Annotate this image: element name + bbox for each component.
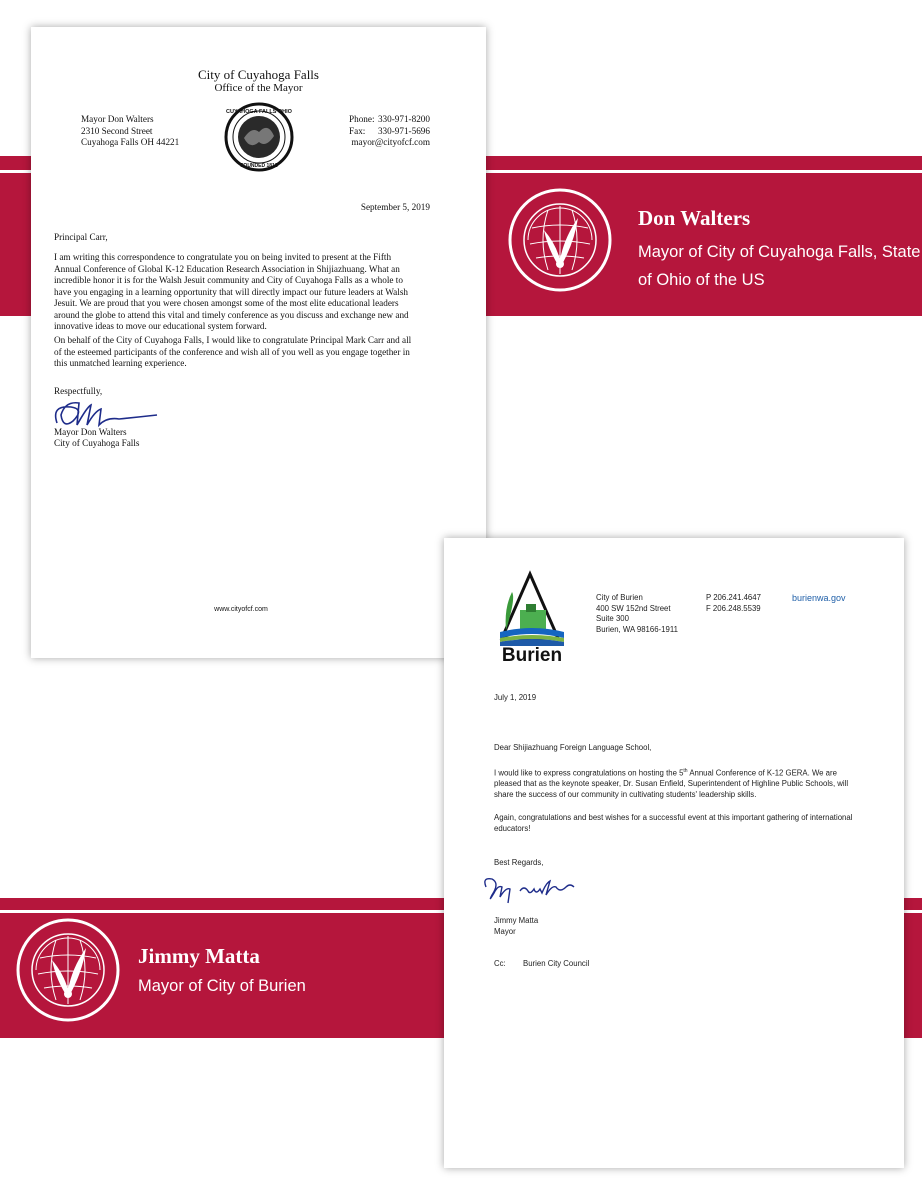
body-paragraph: I am writing this correspondence to congratulate you on being invited to present at the Fifth Annual Conference of Global K-12 Education Research Association in Shijiazhuang. What an incredible honor it is for the Walsh Jesuit community and City of Cuyahoga Falls as a whole to have you engaging in a learning opportunity that will directly impact our future leaders at Walsh Jesuit. We are proud that you were chosen amongst some of the most elite educational leaders around the globe to attend this vital and timely conference as you discuss and exchange new and innovative ideas to move our educational system forward.	[54, 252, 409, 331]
banner-name: Don Walters	[638, 206, 751, 230]
cc-label: Cc:	[494, 959, 506, 968]
gera-association-emblem-icon	[508, 188, 612, 292]
signatory-title: Mayor	[494, 927, 516, 936]
salutation: Dear Shijiazhuang Foreign Language School,	[494, 743, 652, 752]
letterhead-subtitle: Office of the Mayor	[214, 82, 303, 94]
fax-value: F 206.248.5539	[706, 603, 761, 613]
body-paragraph	[494, 766, 854, 800]
body-paragraph: Again, congratulations and best wishes for a successful event at this important gathering of international educators!	[494, 813, 853, 833]
letterhead-title: City of Cuyahoga Falls	[198, 67, 319, 82]
website-link[interactable]: burienwa.gov	[792, 593, 846, 603]
phone-value: 330-971-8200	[377, 114, 430, 124]
ordinal-suffix: th	[683, 768, 688, 774]
banner-title-line2: of Ohio of the US	[638, 271, 765, 289]
banner-title-line1: Mayor of City of Burien	[138, 977, 306, 995]
address-line: 400 SW 152nd Street	[596, 603, 671, 613]
burien-logo-text: Burien	[501, 645, 563, 663]
signature-image	[480, 873, 580, 909]
sender-line: Mayor Don Walters	[81, 114, 154, 124]
address-line: Suite 300	[596, 614, 629, 623]
salutation: Principal Carr,	[54, 232, 108, 242]
letter-burien	[444, 538, 904, 1168]
letter-date: September 5, 2019	[360, 202, 430, 212]
city-seal-icon	[224, 102, 294, 172]
email-value: mayor@cityofcf.com	[351, 137, 430, 147]
body-paragraph: On behalf of the City of Cuyahoga Falls, I would like to congratulate Principal Mark Carr and all of the esteemed participants of the conference and wish all of you well as you engage together in this unmatched learning experience.	[54, 335, 412, 368]
seal-text: CUYAHOGA FALLS OHIO	[226, 109, 292, 115]
signatory-name: Mayor Don Walters	[54, 427, 127, 437]
seal-bottom-text: FOUNDED 1812	[240, 163, 278, 169]
signatory-org: City of Cuyahoga Falls	[54, 438, 140, 448]
signatory-name: Jimmy Matta	[494, 916, 539, 925]
gera-association-emblem-icon	[16, 918, 120, 1022]
cc-value: Burien City Council	[523, 959, 590, 968]
body-text: Annual Conference of K-12 GERA. We are pleased that as the keynote speaker, Dr. Susan Enfield, Superintendent of Highline Public Schools, will share the success of our community in cultivating students' leadership skills.	[494, 768, 849, 799]
banner-title-line1: Mayor of City of Cuyahoga Falls, State	[638, 243, 921, 261]
letter-cuyahoga-falls	[31, 27, 486, 658]
org-name: City of Burien	[596, 593, 643, 602]
footer-website: www.cityofcf.com	[214, 606, 268, 613]
phone-value: P 206.241.4647	[706, 593, 761, 602]
address-line: Burien, WA 98166-1911	[596, 624, 678, 634]
banner-name: Jimmy Matta	[138, 944, 260, 968]
closing: Respectfully,	[54, 386, 103, 396]
closing: Best Regards,	[494, 858, 544, 867]
letter-date: July 1, 2019	[494, 693, 537, 702]
org-address	[596, 593, 678, 635]
burien-logo-icon	[496, 568, 568, 663]
sender-line: 2310 Second Street	[81, 125, 153, 136]
contact-label: Phone:	[349, 114, 375, 124]
org-phones	[706, 593, 761, 614]
body-text: I would like to express congratulations on hosting the 5	[494, 768, 684, 778]
sender-line: Cuyahoga Falls OH 44221	[81, 137, 180, 147]
sender-block	[81, 114, 179, 149]
fax-value: 330-971-5696	[377, 125, 430, 136]
contact-values	[349, 114, 430, 149]
contact-label: Fax:	[349, 125, 366, 136]
